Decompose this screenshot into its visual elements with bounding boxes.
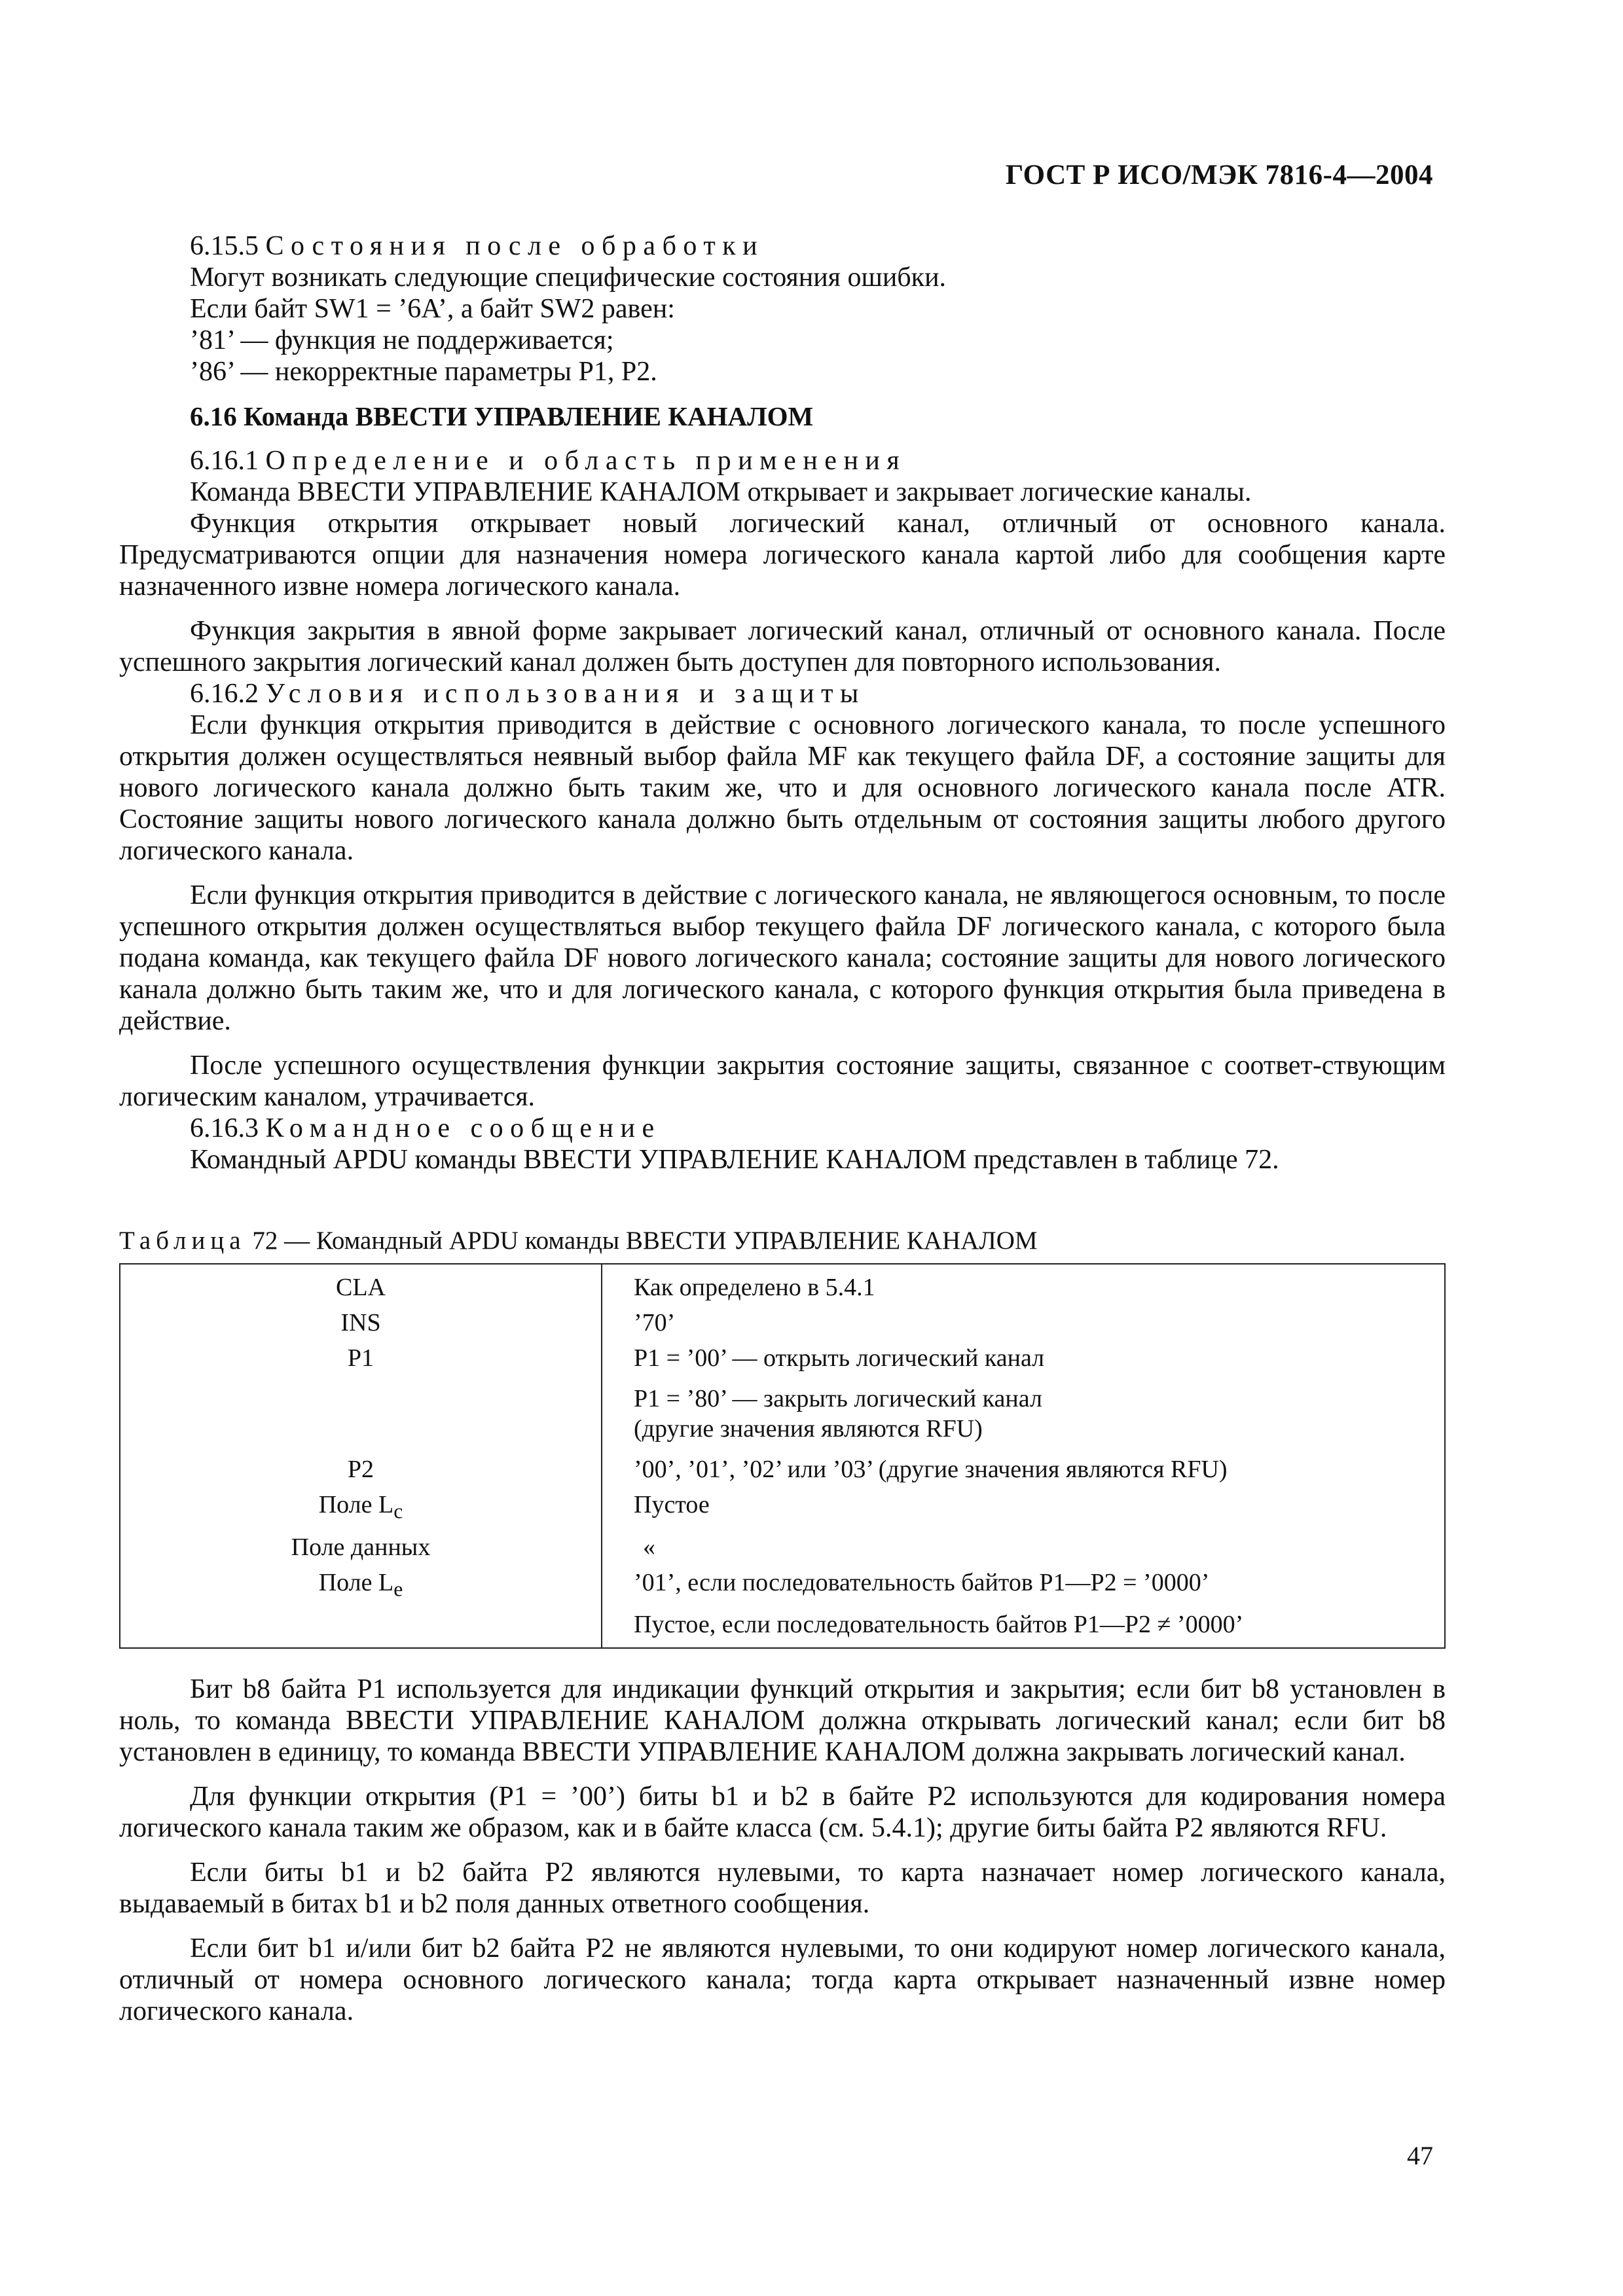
value-line: P1 = ’80’ — закрыть логический канал (634, 1385, 1042, 1412)
table-row (120, 1446, 1445, 1487)
table-cell-field: P2 (120, 1446, 602, 1487)
value-line: (другие значения являются RFU) (634, 1415, 983, 1443)
paragraph: Командный APDU команды ВВЕСТИ УПРАВЛЕНИЕ КАНАЛОМ представлен в таблице 72. (190, 1145, 1279, 1175)
table-caption-text: 72 — Командный APDU команды ВВЕСТИ УПРАВЛЕНИЕ КАНАЛОМ (252, 1227, 1038, 1255)
section-number: 6.16.1 (190, 446, 259, 476)
table-cell-field (120, 1376, 602, 1446)
paragraph: Если бит b1 и/или бит b2 байта P2 не являются нулевыми, то они кодируют номер логического канала, отличный от номера основного логического канала; тогда карта открывает назначенный извне номер логического канала. (119, 1933, 1446, 2027)
section-number: 6.15.5 (190, 231, 259, 261)
section-heading-6-16: 6.16 Команда ВВЕСТИ УПРАВЛЕНИЕ КАНАЛОМ (190, 401, 814, 431)
section-number: 6.16.3 (190, 1113, 259, 1143)
paragraph: Функция закрытия в явной форме закрывает логический канал, отличный от основного канала. После успешного закрытия логический канал должен быть доступен для повторного использования. (119, 616, 1446, 677)
table-cell-value: ’70’ (634, 1309, 676, 1336)
table-row (120, 1340, 1445, 1376)
paragraph: После успешного осуществления функции закрытия состояние защиты, связанное с соответ-ствующим логическим каналом, утрачивается. (119, 1050, 1446, 1112)
document-header: ГОСТ Р ИСО/МЭК 7816-4—2004 (1005, 160, 1433, 190)
table-row (120, 1305, 1445, 1340)
paragraph: Команда ВВЕСТИ УПРАВЛЕНИЕ КАНАЛОМ открывает и закрывает логические каналы. (190, 477, 1252, 507)
document-body (119, 230, 1446, 2027)
paragraph: Функция открытия открывает новый логический канал, отличный от основного канала. Предусматриваются опции для назначения номера логического канала картой либо для сообщения карте назначенного извне номера логического канала. (119, 509, 1446, 601)
table-cell-value: P1 = ’00’ — открыть логический канал (634, 1344, 1045, 1372)
table-caption-word: Таблица (119, 1227, 246, 1255)
table-cell-value: Пустое (634, 1491, 710, 1518)
section-title: Условия использования и защиты (265, 679, 866, 709)
table-cell-value (602, 1376, 1445, 1446)
table-cell-value: Пустое, если последовательность байтов P1—P2 ≠ ’0000’ (634, 1611, 1244, 1639)
list-item: ’81’ — функция не поддерживается; (190, 325, 614, 355)
section-heading-6-16-3 (119, 1113, 1446, 1144)
table-caption (119, 1225, 1446, 1257)
page-number: 47 (1407, 2141, 1433, 2170)
table-cell-value: ’00’, ’01’, ’02’ или ’03’ (другие значения являются RFU) (634, 1456, 1228, 1483)
table-cell-value: « (643, 1533, 655, 1561)
table-row (120, 1565, 1445, 1607)
field-name: Поле L (318, 1491, 394, 1518)
paragraph: Если функция открытия приводится в действие с основного логического канала, то после успешного открытия должен осуществляться неявный выбор файла MF как текущего файла DF, а состояние защиты для нового логического канала должно быть таким же, что и для основного логического канала после ATR. Состояние защиты нового логического канала должно быть отдельным от состояния защиты любого другого логического канала. (119, 710, 1446, 866)
table-row (120, 1376, 1445, 1446)
section-heading-6-15-5 (119, 230, 1446, 262)
table-cell-field (120, 1565, 602, 1607)
field-subscript: c (393, 1499, 403, 1523)
section-heading-6-16-1 (119, 445, 1446, 476)
paragraph: Если биты b1 и b2 байта P2 являются нулевыми, то карта назначает номер логического канала, выдаваемый в битах b1 и b2 поля данных ответного сообщения. (119, 1857, 1446, 1920)
section-title: Командное сообщение (265, 1113, 661, 1143)
paragraph: Могут возникать следующие специфические состояния ошибки. (190, 262, 947, 293)
apdu-table (119, 1263, 1446, 1649)
table-cell-field: P1 (120, 1340, 602, 1376)
table-cell-value: ’01’, если последовательность байтов P1—P2 = ’0000’ (634, 1568, 1210, 1596)
paragraph: Если байт SW1 = ’6A’, а байт SW2 равен: (190, 294, 675, 324)
table-row (120, 1487, 1445, 1530)
table-cell-field: Поле данных (120, 1530, 602, 1565)
field-name: Поле L (318, 1568, 394, 1596)
paragraph: Бит b8 байта P1 используется для индикации функций открытия и закрытия; если бит b8 установлен в ноль, то команда ВВЕСТИ УПРАВЛЕНИЕ КАНАЛОМ должна открывать логический канал; если бит b8 установлен в единицу, то команда ВВЕСТИ УПРАВЛЕНИЕ КАНАЛОМ должна закрывать логический канал. (119, 1674, 1446, 1768)
table-row (120, 1607, 1445, 1648)
table-cell-field (120, 1487, 602, 1530)
list-item: ’86’ — некорректные параметры P1, P2. (190, 357, 657, 387)
table-row (120, 1264, 1445, 1305)
field-subscript: e (393, 1577, 403, 1601)
section-title: Определение и область применения (265, 446, 907, 476)
table-cell-field: INS (120, 1305, 602, 1340)
paragraph: Если функция открытия приводится в действие с логического канала, не являющегося основным, то после успешного открытия должен осуществляться выбор текущего файла DF логического канала, с которого была подана команда, как текущего файла DF нового логического канала; состояние защиты для нового логического канала должно быть таким же, что и для логического канала, с которого функция открытия была приведена в действие. (119, 880, 1446, 1036)
section-heading-6-16-2 (119, 678, 1446, 709)
table-cell-field (120, 1607, 602, 1648)
table-row (120, 1530, 1445, 1565)
paragraph: Для функции открытия (P1 = ’00’) биты b1 и b2 в байте P2 используются для кодирования номера логического канала таким же образом, как и в байте класса (см. 5.4.1); другие биты байта P2 являются RFU. (119, 1782, 1446, 1844)
table-cell-value: Как определено в 5.4.1 (634, 1274, 875, 1301)
table-cell-field: CLA (120, 1264, 602, 1305)
section-number: 6.16.2 (190, 679, 259, 709)
section-title: Состояния после обработки (265, 231, 765, 261)
